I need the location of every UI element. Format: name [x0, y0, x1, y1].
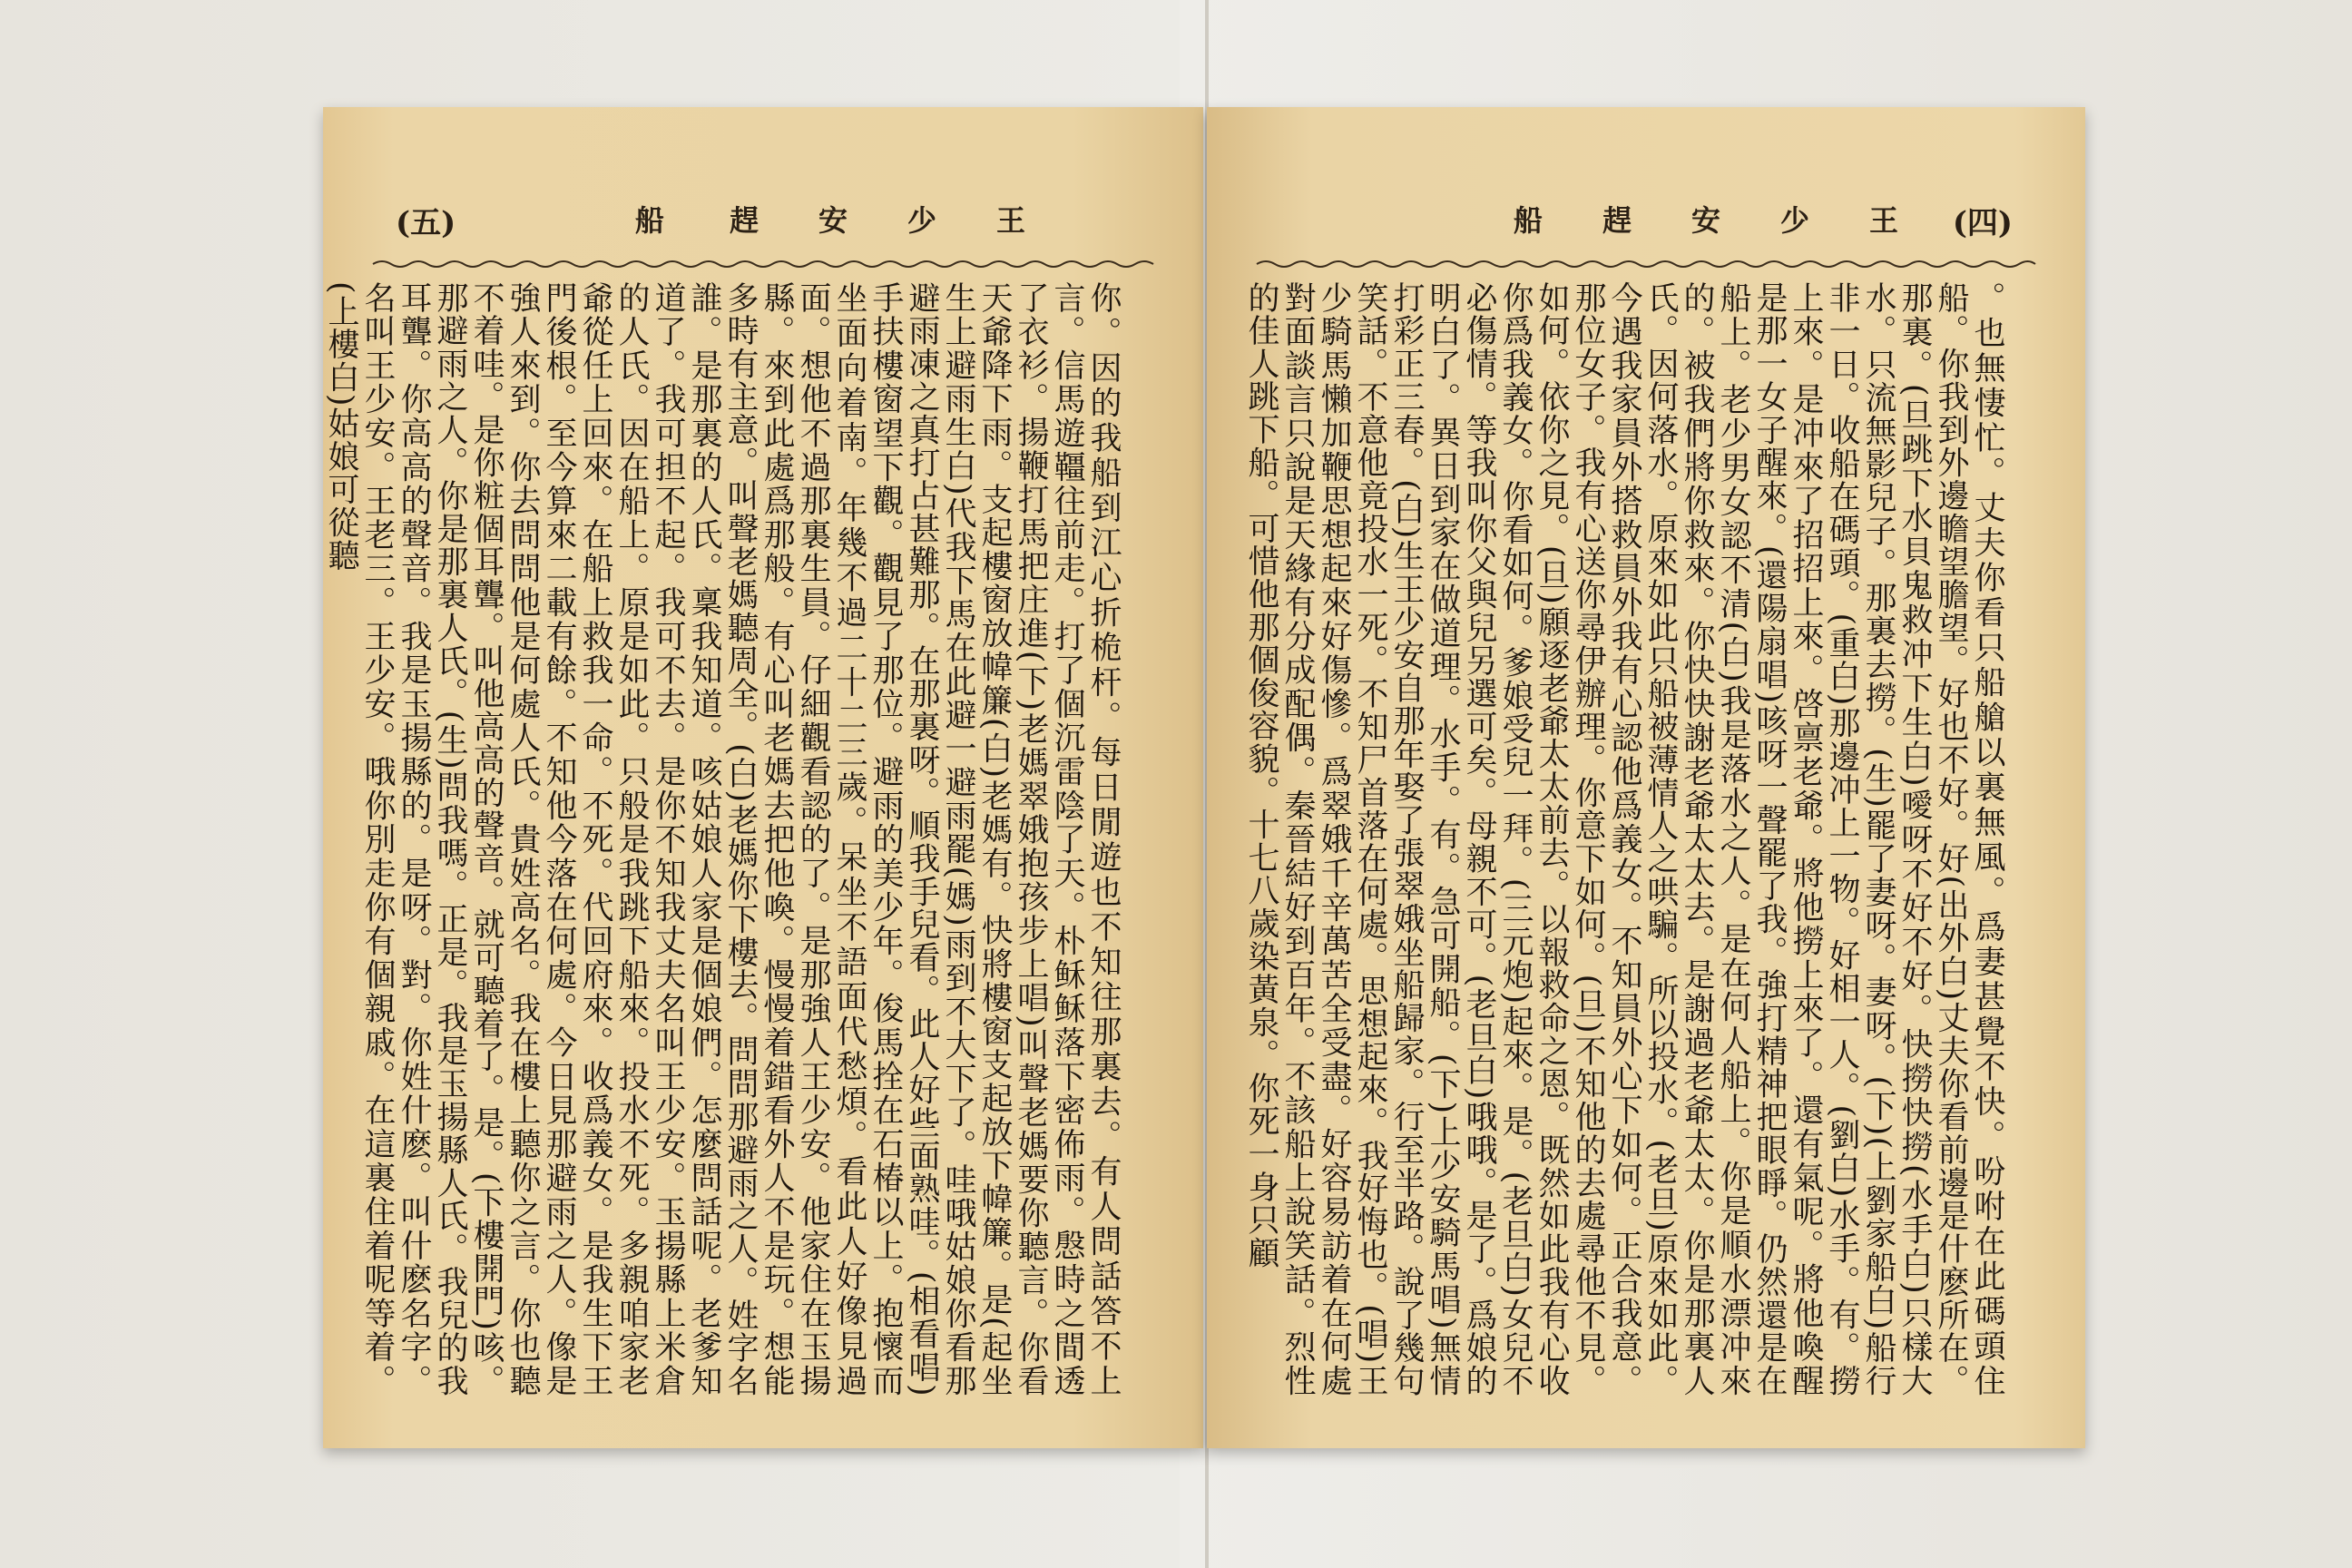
title-char: 王: [995, 203, 1025, 238]
body-paragraph: 。也無悽忙。丈夫你看只船艙以裏無風。爲妻甚覺不快。吩咐在此碼頭住船。你我到外邊瞻望膽望。好也不好。好(出外白)丈夫你看前邊是什麽所在。那裏。(旦跳下水貝鬼救冲下生白)噯呀不好不好。快撈快撈(水手白)只樣大水。只流無影兒子。那裏去撈。(生)罷了妻呀。妻呀。(下)(上劉家船白)船行非一日。收船在碼頭。(重白)那邊冲上一物。好相一人。(劉白)水手。有。撈上來。是冲來了招招上來。啓禀老爺。將他撈上來了。還有氣呢。將他喚醒是那一女子醒來。(還陽扇唱)咳呀一聲罷了我。強打精神把眼睜。仍然還是在船上。老少男女認不清(白)我是落水之人。是在何人船上。你是順水漂冲來的。被我們將你救來。你快快謝老爺太太去。是謝過老爺太太。你是那裏人氏。因何落水。原來如此只船被薄情人之哄騙。所以投水。(老旦)原來如此。今遇我家員外搭救員外我有心認他爲義女。不知員外心下如何。正合我意。那位女子。我有心送你尋伊辦理。你意下如何。(旦)不知他的去處尋他不見。如何。依你之見。(旦)願逐老爺太太前去。以報救命之恩。既然如此我有心收你爲我義女。你看如何。爹娘受兒一拜。(三元炮)起來。是。(老旦白)女兒不必傷情。等我叫你父與兒另選可矣。母親不可。(老旦白)哦哦。是了。爲娘的明白了。異日到家在做道理。水手。有。急可開船。(下)上少安騎馬唱)無情打彩正三春。(白)生王少安自那年娶了張翠娥坐船歸家。行至半路。說了幾句笑話。不意他竟投水一死。不知尸首落在何處。思想起來。我好悔也。(唱)王少騎馬懶加鞭思想起來好傷慘。爲翠娥千辛萬苦全受盡。好容易訪着在何處對面談言只說是天緣有分成配偶。秦晉結好到百年。不該船上說笑話。烈性的佳人跳下船。可惜他那個俊容貌。十七八歲染黃泉。你死一身只顧: [1243, 281, 2005, 1397]
title-char: 安: [1690, 203, 1720, 238]
running-title: [1484, 198, 1928, 240]
title-char: 少: [1779, 203, 1809, 238]
title-char: 安: [818, 203, 848, 238]
title-char: 趕: [1602, 203, 1632, 238]
title-char: 船: [1513, 203, 1543, 238]
right-page: [1207, 107, 2085, 1448]
title-char: 趕: [729, 203, 759, 238]
page-number: (四): [1952, 205, 2013, 241]
title-char: 船: [634, 203, 664, 238]
left-page: [323, 107, 1203, 1448]
body-text: [323, 281, 1122, 1397]
page-number: (五): [396, 205, 456, 241]
wavy-rule: [1257, 258, 2035, 270]
running-title: [600, 198, 1055, 240]
running-header: [377, 198, 1149, 252]
wavy-rule: [373, 258, 1153, 270]
body-text: [1243, 281, 2005, 1397]
title-char: 少: [906, 203, 936, 238]
running-header: [1261, 198, 2031, 252]
body-paragraph: 你。因的我船到江心折桅杆。每日閒遊也不知往那裏去。有人問話答不上言。信馬遊韁往前走。打了個沉雷陰了天。朴稣稣落下密佈雨。慇時之間透了衣衫。揚鞭打馬把庄進(下)老媽翠娥抱孩步上唱)叫聲老媽要你聽言。你看天爺降下雨。支起樓窗放幃簾(白)老媽有。快將樓窗支起放下幃簾。是(起坐生上避雨生白)代我下馬在此避一避雨罷(媽)雨到不大下了。哇哦姑娘你看那避雨凍之真打占甚難那。在那裏呀。順我手兒看。此人好些面熟哇。(相看唱)手扶樓窗望下觀。觀見了那位。避雨的美少年。俊馬拴在石椿以上。抱懷而坐面向着南。年幾不過二十二三歲。呆坐不語面代愁煩。看此人好像見過面。想他不過那裏生員。仔細觀看認的了。是那強人王少安。他家住在玉揚縣。來到此處爲那般。有心叫老媽去把他喚。慢慢着錯看外人不是玩。想能多時有主意。叫聲老媽聽周全。(白)老媽你下樓去。問問那避雨之人。姓字名誰。是那裏的人氏。稟我知道。咳姑娘人家是個娘們。怎麼問話呢。老爹知道了。我可担不起。我可不去。是你不知我丈夫名叫王少安。玉揚縣上米倉的人氏。因在船上。原是如此。只般是我跳下船來。投水不死。多親咱家老爺從任上回來。在船上救我一命。不死。代回府來。收爲義女。是我生下王門後根。至今算來二載有餘。不知他今落在何處。今日見那避雨之人。像是強人來到。你去問問他是何處人氏。貴姓高名。我在樓上聽你之言。你也聽不着哇。是你粧個耳聾。叫他高高的聲音。就可聽着了。是。(下樓開門)咳。那避雨之人。你是那裏人氏。(生)問我嗎。正是。我是玉揚縣人氏。我兒的我耳聾。你高高的聲音。我是玉揚縣的。是呀。對。你姓什麽。叫什麽名字。名叫王少安。王老三。王少安。哦你別走你有個親戚。在這裏住着呢等着。(上樓白)姑娘可從聽: [323, 281, 1122, 1397]
title-char: 王: [1868, 203, 1898, 238]
